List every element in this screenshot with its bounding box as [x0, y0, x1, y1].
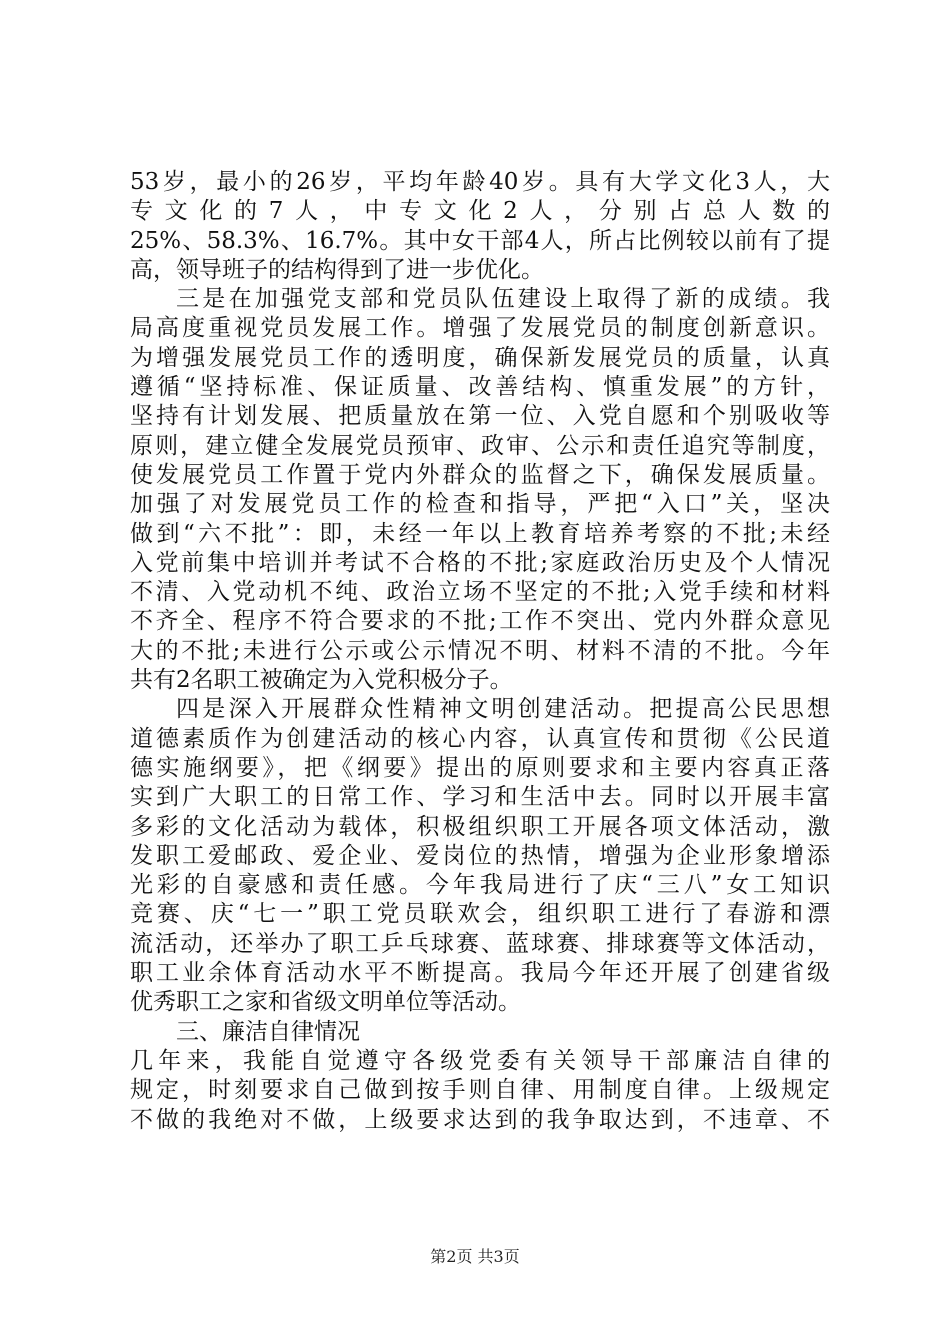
- text-line: 不做的我绝对不做，上级要求达到的我争取达到，不违章、不: [130, 1106, 830, 1133]
- text-line: 流活动，还举办了职工乒乓球赛、蓝球赛、排球赛等文体活动，: [130, 930, 830, 957]
- text-line: 原则，建立健全发展党员预审、政审、公示和责任追究等制度，: [130, 432, 830, 459]
- text-line: 规定，时刻要求自己做到按手则自律、用制度自律。上级规定: [130, 1077, 830, 1104]
- paragraph-start-line: 三是在加强党支部和党员队伍建设上取得了新的成绩。我: [176, 286, 830, 313]
- text-line: 加强了对发展党员工作的检查和指导，严把“入口”关，坚决: [130, 491, 830, 518]
- text-line: 53岁，最小的26岁，平均年龄40岁。具有大学文化3人，大: [130, 169, 830, 195]
- text-line: 实到广大职工的日常工作、学习和生活中去。同时以开展丰富: [130, 784, 830, 811]
- text-line: 局高度重视党员发展工作。增强了发展党员的制度创新意识。: [130, 315, 830, 342]
- text-line: 发职工爱邮政、爱企业、爱岗位的热情，增强为企业形象增添: [130, 842, 830, 869]
- text-line: 德实施纲要》，把《纲要》提出的原则要求和主要内容真正落: [130, 754, 830, 781]
- text-line: 几年来，我能自觉遵守各级党委有关领导干部廉洁自律的: [130, 1047, 830, 1074]
- text-line: 道德素质作为创建活动的核心内容，认真宣传和贯彻《公民道: [130, 725, 830, 752]
- text-line: 入党前集中培训并考试不合格的不批;家庭政治历史及个人情况: [130, 549, 830, 576]
- text-line: 为增强发展党员工作的透明度，确保新发展党员的质量，认真: [130, 344, 830, 371]
- text-line: 高，领导班子的结构得到了进一步优化。: [130, 256, 544, 283]
- text-line: 不清、入党动机不纯、政治立场不坚定的不批;入党手续和材料: [130, 579, 830, 606]
- text-line: 多彩的文化活动为载体，积极组织职工开展各项文体活动，激: [130, 813, 830, 840]
- body-text: [130, 168, 830, 1135]
- text-line: 职工业余体育活动水平不断提高。我局今年还开展了创建省级: [130, 960, 830, 987]
- text-line: 共有2名职工被确定为入党积极分子。: [130, 667, 513, 694]
- text-line: 不齐全、程序不符合要求的不批;工作不突出、党内外群众意见: [130, 608, 830, 635]
- text-line: 做到“六不批”：即，未经一年以上教育培养考察的不批;未经: [130, 520, 831, 547]
- text-line: 遵循“坚持标准、保证质量、改善结构、慎重发展”的方针，: [130, 374, 830, 401]
- text-line: 专文化的7人，中专文化2人，分别占总人数的: [130, 198, 830, 225]
- text-line: 光彩的自豪感和责任感。今年我局进行了庆“三八”女工知识: [130, 872, 830, 899]
- text-line: 竞赛、庆“七一”职工党员联欢会，组织职工进行了春游和漂: [130, 901, 830, 928]
- text-line: 坚持有计划发展、把质量放在第一位、入党自愿和个别吸收等: [130, 403, 830, 430]
- paragraph-start-line: 四是深入开展群众性精神文明创建活动。把提高公民思想: [176, 696, 830, 723]
- text-line: 25%、58.3%、16.7%。其中女干部4人，所占比例较以前有了提: [130, 227, 830, 254]
- section-heading: 三、廉洁自律情况: [176, 1018, 360, 1045]
- page-footer: 第2页 共3页: [430, 1247, 520, 1266]
- text-line: 优秀职工之家和省级文明单位等活动。: [130, 989, 521, 1016]
- text-line: 使发展党员工作置于党内外群众的监督之下，确保发展质量。: [130, 461, 830, 488]
- text-line: 大的不批;未进行公示或公示情况不明、材料不清的不批。今年: [130, 637, 830, 664]
